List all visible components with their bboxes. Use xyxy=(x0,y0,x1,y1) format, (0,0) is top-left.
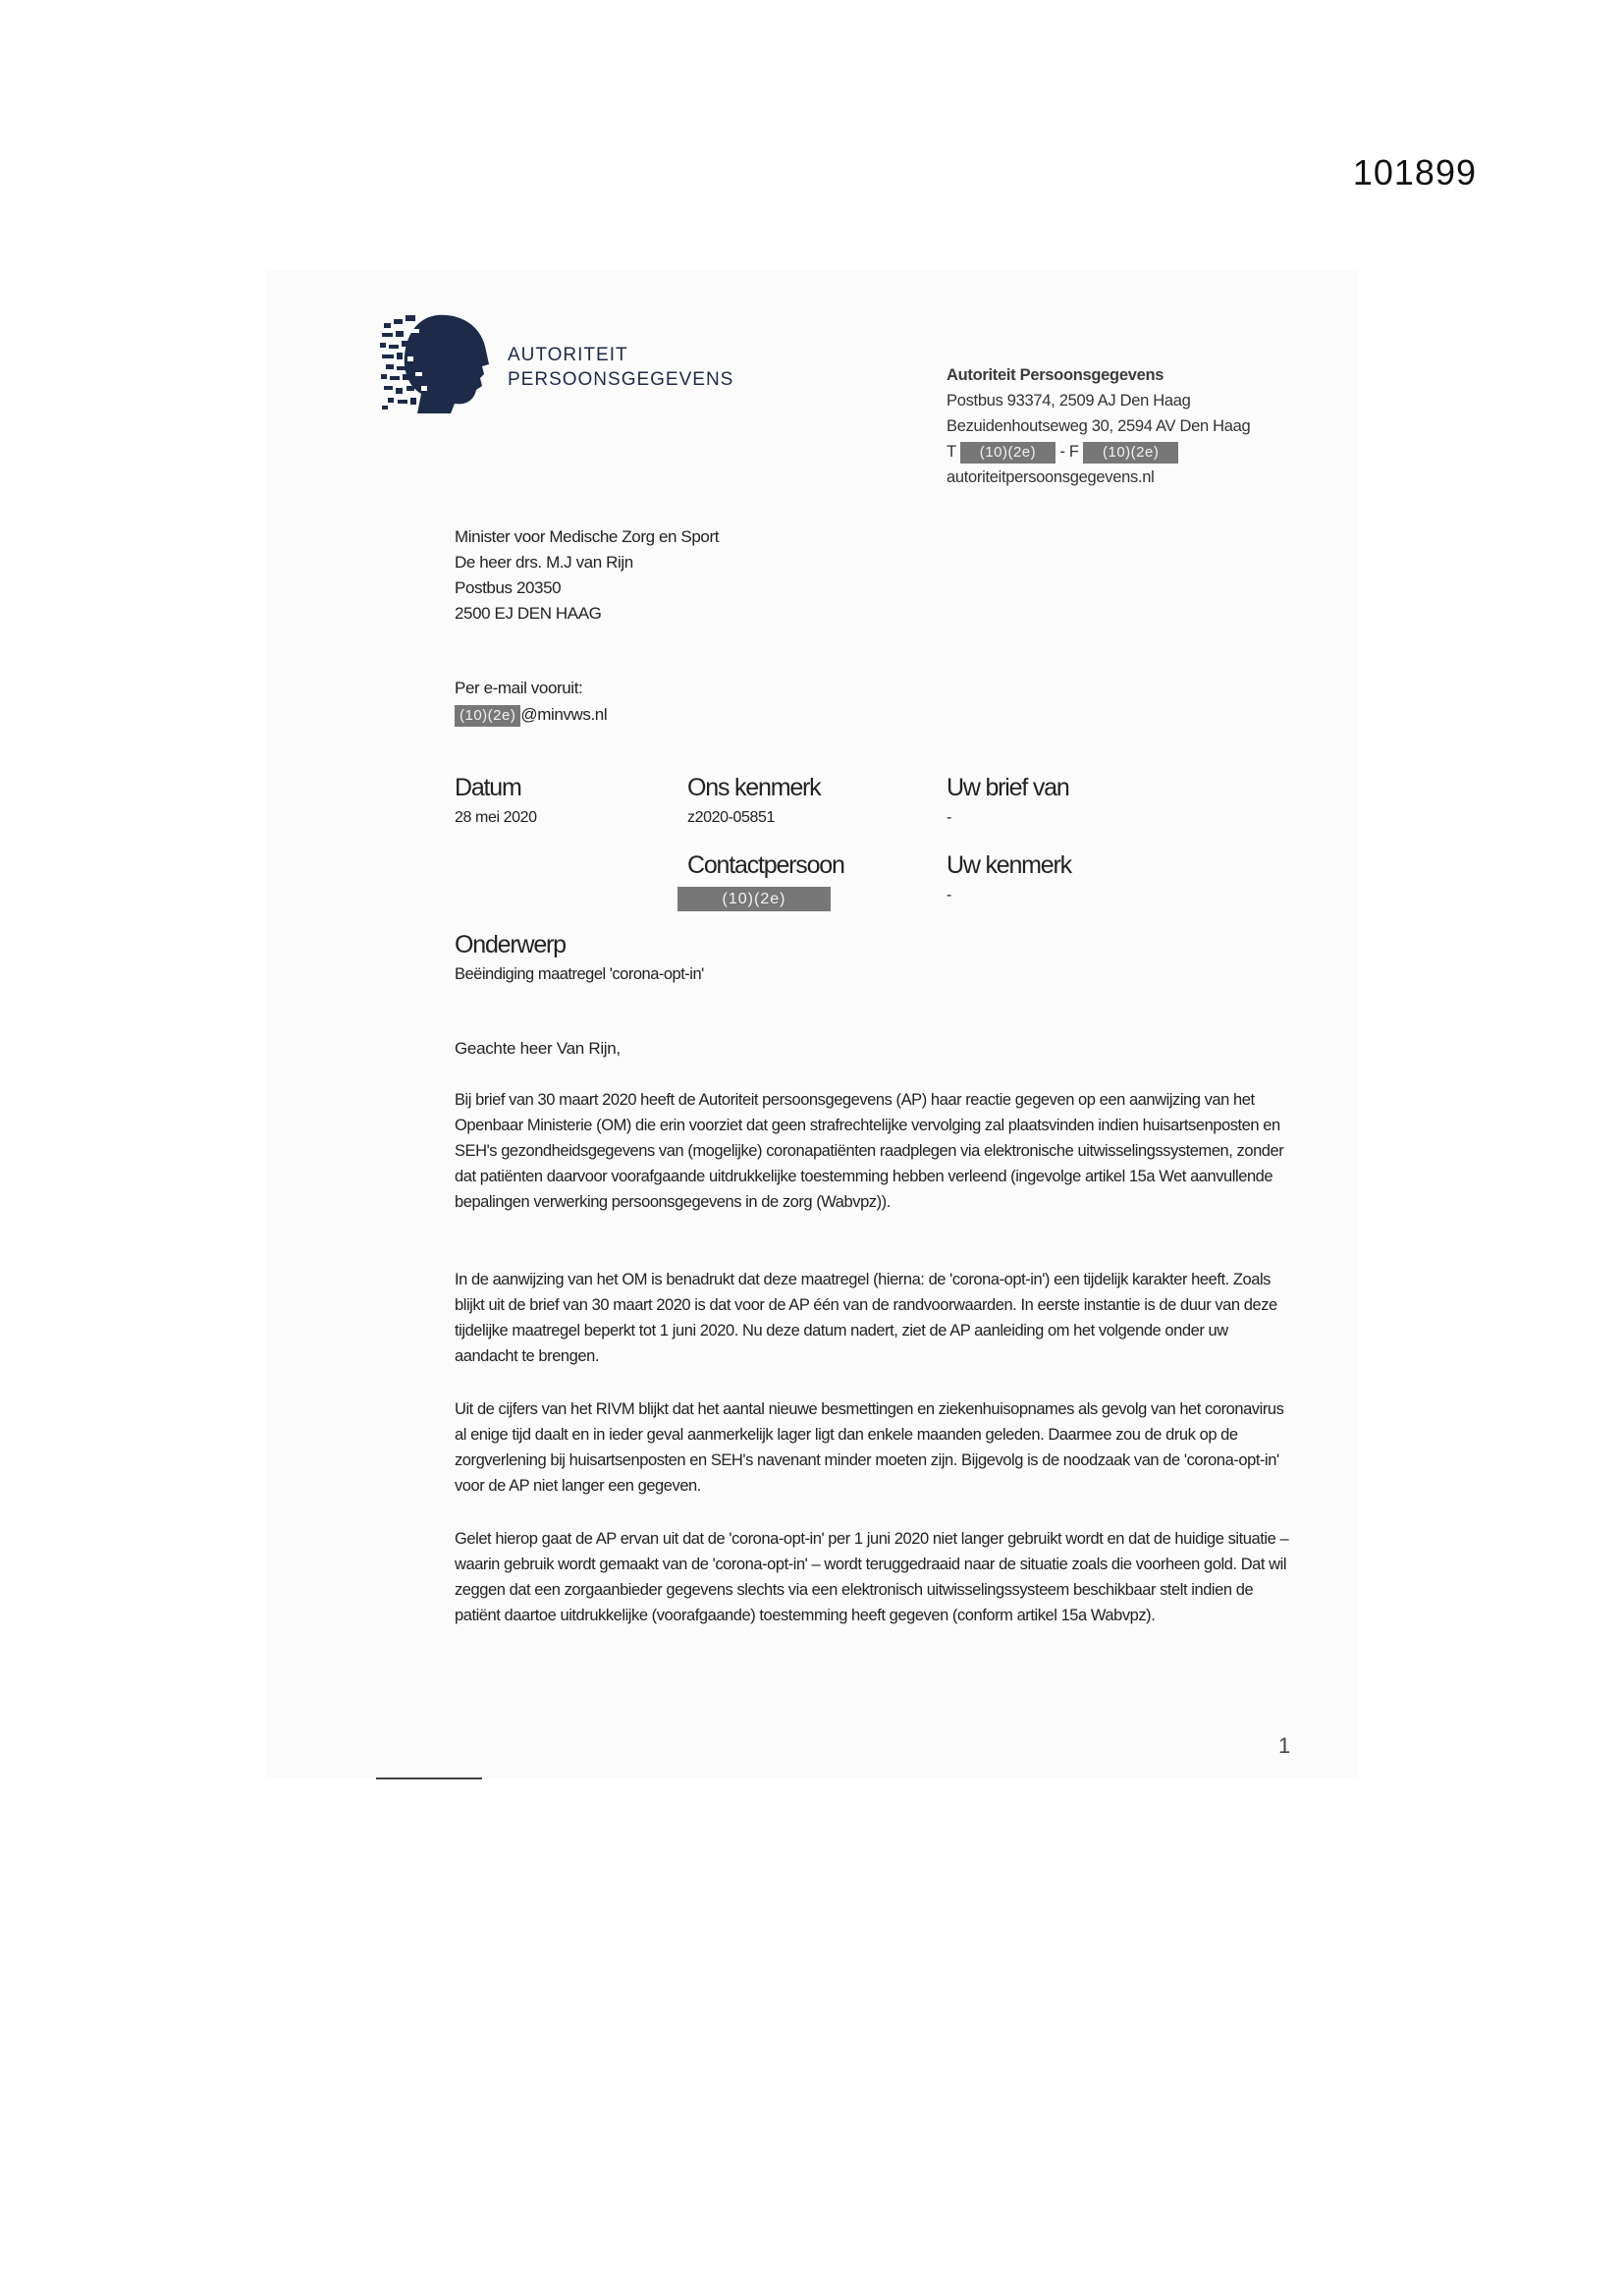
sender-street-address: Bezuidenhoutseweg 30, 2594 AV Den Haag xyxy=(947,417,1251,435)
logo-text xyxy=(508,343,733,392)
uw-kenmerk-label: Uw kenmerk xyxy=(947,851,1071,879)
email-domain: @minvws.nl xyxy=(520,705,608,724)
paragraph-3: Uit de cijfers van het RIVM blijkt dat het aantal nieuwe besmettingen en ziekenhuisopnames als gevolg van het coronavirus al enige tijd daalt en in ieder geval aanmerkelijk lager ligt dan enkele maanden geleden. Daarmee zou de druk op de zorgverlening bij huisartsenposten en SEH's navenant minder moeten zijn. Bijgevolg is de noodzaak van de 'corona-opt-in' voor de AP niet langer een gegeven. xyxy=(455,1400,1284,1495)
subject-value: Beëindiging maatregel 'corona-opt-in' xyxy=(455,965,704,983)
paragraph-4: Gelet hierop gaat de AP ervan uit dat de 'corona-opt-in' per 1 juni 2020 niet langer gebruikt wordt en dat de huidige situatie – waarin gebruik wordt gemaakt van de 'corona-opt-in' – wordt teruggedraaid naar de situatie zoals die voorheen gold. Dat wil zeggen dat een zorgaanbieder gegevens slechts via een elektronisch uitwisselingssysteem beschikbaar stelt indien de patiënt daartoe uitdrukkelijke (voorafgaande) toestemming heeft gegeven (conform artikel 15a Wabvpz). xyxy=(455,1530,1289,1624)
recipient-line-2: De heer drs. M.J van Rijn xyxy=(455,553,633,572)
paragraph-2: In de aanwijzing van het OM is benadrukt dat deze maatregel (hierna: de 'corona-opt-in') een tijdelijk karakter heeft. Zoals blijkt uit de brief van 30 maart 2020 is dat voor de AP één van de randvoorwaarden. In eerste instantie is de duur van deze tijdelijke maatregel beperkt tot 1 juni 2020. Nu deze datum nadert, ziet de AP aanleiding om het volgende onder uw aandacht te brengen. xyxy=(455,1271,1277,1365)
uw-brief-van-value: - xyxy=(947,809,951,826)
salutation: Geachte heer Van Rijn, xyxy=(455,1039,621,1058)
subject-label: Onderwerp xyxy=(455,931,566,958)
uw-kenmerk-value: - xyxy=(947,887,951,903)
ons-kenmerk-value: z2020-05851 xyxy=(687,809,776,826)
datum-label: Datum xyxy=(455,774,521,801)
sender-postbus: Postbus 93374, 2509 AJ Den Haag xyxy=(947,392,1191,410)
phone-redaction: (10)(2e) xyxy=(960,442,1056,464)
paragraph-1: Bij brief van 30 maart 2020 heeft de Autoriteit persoonsgegevens (AP) haar reactie gegeven op een aanwijzing van het Openbaar Ministerie (OM) die erin voorziet dat geen strafrechtelijke vervolging zal plaatsvinden indien huisartsenposten en SEH's gezondheidsgegevens van (mogelijke) coronapatiënten raadplegen via elektronische uitwisselingssystemen, zonder dat patiënten daarvoor voorafgaande uitdrukkelijke toestemming hebben verleend (ingevolge artikel 15a Wet aanvullende bepalingen verwerking persoonsgegevens in de zorg (Wabvpz)). xyxy=(455,1091,1284,1211)
sender-phone-fax-line xyxy=(947,439,1250,465)
datum-value: 28 mei 2020 xyxy=(455,809,537,826)
email-block xyxy=(455,675,607,728)
footnote-divider xyxy=(376,1777,482,1779)
recipient-address-block xyxy=(455,524,719,627)
recipient-line-1: Minister voor Medische Zorg en Sport xyxy=(455,527,720,546)
uw-brief-van-label: Uw brief van xyxy=(947,774,1069,801)
document-number: 101899 xyxy=(1352,152,1477,192)
email-label: Per e-mail vooruit: xyxy=(455,679,583,697)
fax-prefix: - F xyxy=(1059,443,1079,461)
logo-line-1: AUTORITEIT xyxy=(508,345,628,365)
logo-line-2: PERSOONSGEGEVENS xyxy=(508,369,734,390)
contactpersoon-label: Contactpersoon xyxy=(687,851,844,879)
ons-kenmerk-label: Ons kenmerk xyxy=(687,774,821,801)
recipient-line-3: Postbus 20350 xyxy=(455,578,562,597)
recipient-line-4: 2500 EJ DEN HAAG xyxy=(455,604,602,623)
sender-address-block xyxy=(947,362,1250,490)
phone-prefix: T xyxy=(947,443,956,461)
logo-face-icon xyxy=(378,309,494,415)
logo xyxy=(378,309,733,415)
email-redaction: (10)(2e) xyxy=(455,705,520,727)
sender-name: Autoriteit Persoonsgegevens xyxy=(947,366,1164,384)
sender-website: autoriteitpersoonsgegevens.nl xyxy=(947,468,1155,486)
page-number: 1 xyxy=(1278,1733,1291,1758)
email-address xyxy=(455,701,607,728)
contactpersoon-redaction: (10)(2e) xyxy=(677,887,831,911)
fax-redaction: (10)(2e) xyxy=(1083,442,1178,464)
